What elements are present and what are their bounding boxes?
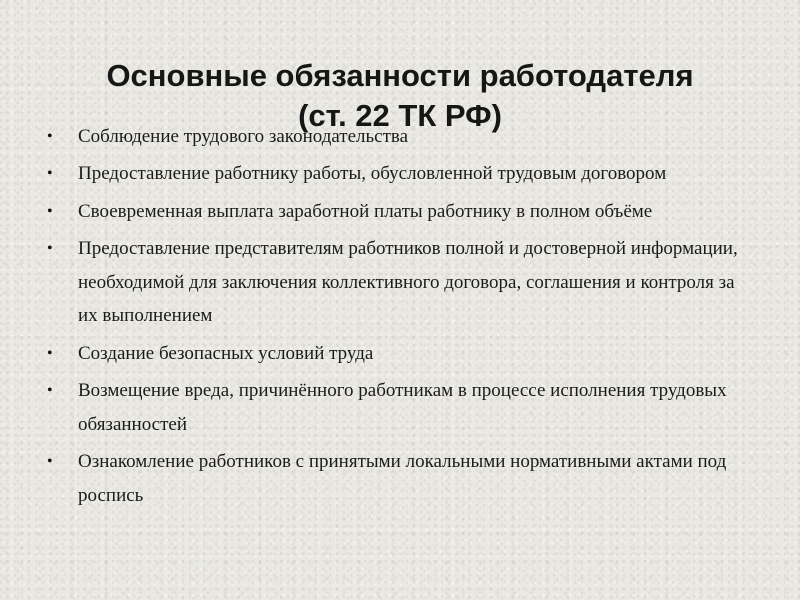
bullet-icon: • bbox=[47, 239, 53, 257]
list-item-text: Предоставление представителям работников полной и достоверной информации, необходимой для заключения коллективного договора, соглашения и контроля за их выполнением bbox=[78, 237, 738, 327]
list-item bbox=[45, 157, 745, 191]
bullet-icon: • bbox=[47, 453, 53, 471]
bullet-icon: • bbox=[47, 344, 53, 362]
list-item bbox=[45, 232, 745, 333]
list-item bbox=[45, 337, 745, 371]
list-item bbox=[45, 120, 745, 154]
list-item-text: Возмещение вреда, причинённого работникам в процессе исполнения трудовых обязанностей bbox=[78, 380, 727, 435]
list-item-text: Предоставление работнику работы, обусловленной трудовым договором bbox=[78, 163, 667, 185]
bullet-icon: • bbox=[47, 128, 53, 145]
list-item-text: Создание безопасных условий труда bbox=[78, 342, 374, 364]
list-item-text: Своевременная выплата заработной платы работнику в полном объёме bbox=[78, 200, 653, 222]
list-item bbox=[45, 195, 745, 229]
list-item-text: Ознакомление работников с принятыми локальными нормативными актами под роспись bbox=[78, 451, 727, 506]
bullet-icon: • bbox=[47, 382, 53, 400]
bullet-icon: • bbox=[47, 202, 53, 220]
slide-title-line2: (ст. 22 ТК РФ) bbox=[298, 97, 502, 133]
slide-title-line1: Основные обязанности работодателя bbox=[106, 57, 694, 93]
list-item bbox=[45, 445, 745, 513]
duties-list bbox=[45, 120, 745, 516]
bullet-icon: • bbox=[47, 165, 53, 183]
list-item-text: Соблюдение трудового законодательства bbox=[78, 126, 409, 147]
list-item bbox=[45, 374, 745, 442]
